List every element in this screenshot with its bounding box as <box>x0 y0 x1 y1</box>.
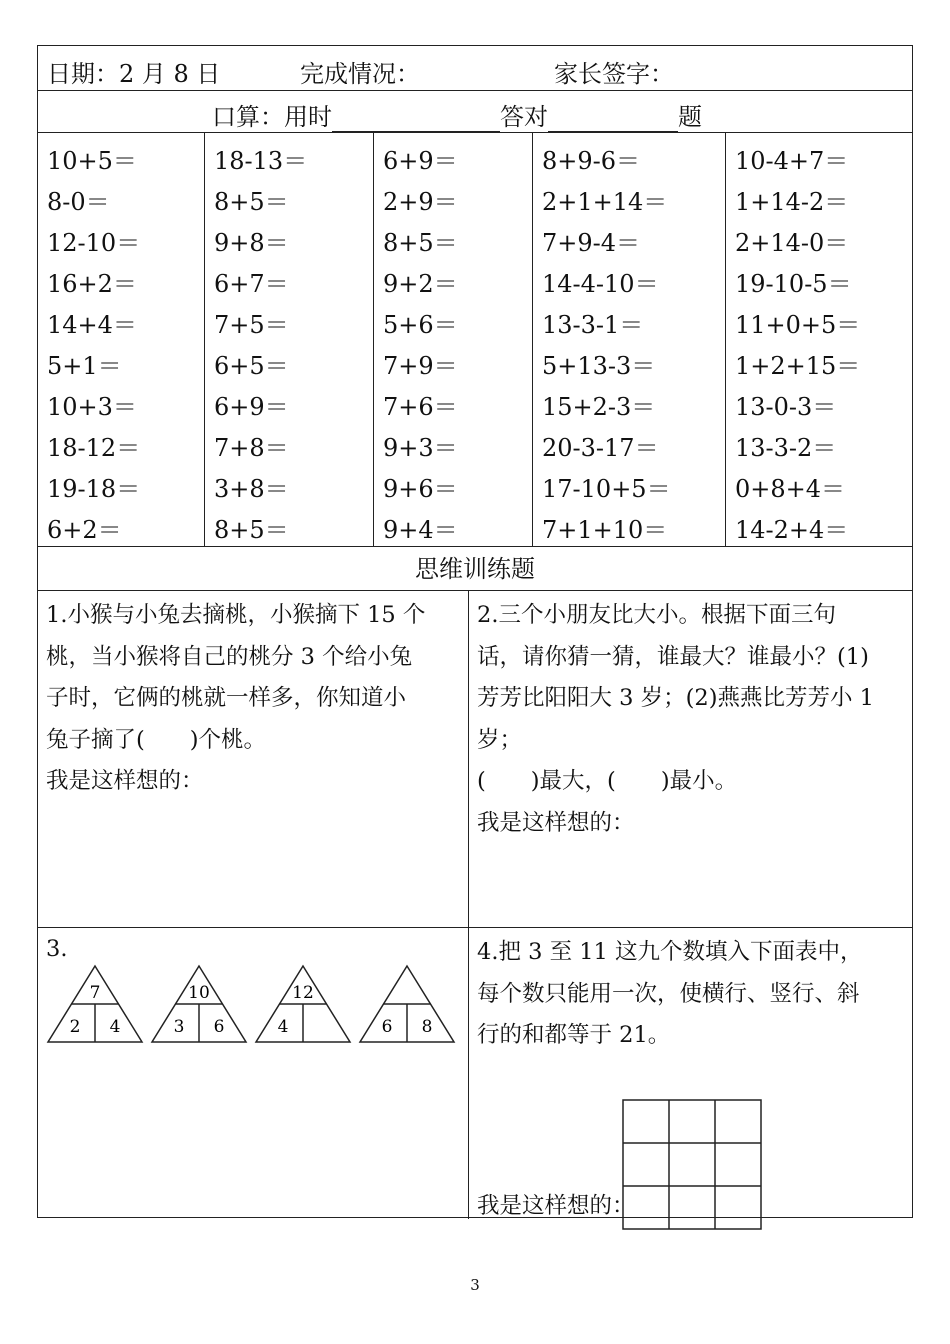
triangle-2 <box>152 966 246 1042</box>
parent-signature-label: 家长签字： <box>554 60 674 88</box>
calc-item: 9+8＝ <box>214 229 289 257</box>
calc-item: 10-4+7＝ <box>735 147 849 175</box>
correct-label: 答对 <box>500 103 548 131</box>
triangle-left-number: 4 <box>277 1017 289 1037</box>
calc-item: 18-12＝ <box>47 434 141 462</box>
q2-line: 话，请你猜一猜，谁最大？谁最小？(1) <box>477 643 869 670</box>
q1-line: 子时，它俩的桃就一样多，你知道小 <box>46 685 407 711</box>
question-2 <box>469 591 912 927</box>
question-row-1 <box>38 591 912 928</box>
calc-item: 13-0-3＝ <box>735 393 837 421</box>
calc-item: 0+8+4＝ <box>735 475 846 503</box>
question-unit: 题 <box>678 103 702 131</box>
correct-blank[interactable] <box>548 105 678 132</box>
calc-item: 7+1+10＝ <box>542 516 668 544</box>
calc-item: 14-4-10＝ <box>542 270 659 298</box>
calc-item: 11+0+5＝ <box>735 311 861 339</box>
calc-item: 7+6＝ <box>383 393 458 421</box>
calc-item: 3+8＝ <box>214 475 289 503</box>
q4-line: 行的和都等于 21。 <box>477 1022 671 1048</box>
section-title: 思维训练题 <box>38 547 912 591</box>
triangle-right-number: 6 <box>213 1017 225 1037</box>
calc-item: 2+14-0＝ <box>735 229 849 257</box>
calc-item: 1+2+15＝ <box>735 352 861 380</box>
oral-calc-header <box>38 91 912 133</box>
triangle-3 <box>256 966 350 1042</box>
calc-item: 6+9＝ <box>383 147 458 175</box>
q2-line: 2.三个小朋友比大小。根据下面三句 <box>477 602 836 628</box>
calc-item: 9+2＝ <box>383 270 458 298</box>
q1-line: 1.小猴与小兔去摘桃，小猴摘下 15 个 <box>46 602 426 628</box>
calc-item: 10+5＝ <box>47 147 137 175</box>
calc-item: 5+6＝ <box>383 311 458 339</box>
calc-item: 8+5＝ <box>214 516 289 544</box>
calc-item: 6+2＝ <box>47 516 122 544</box>
number-triangles <box>38 964 458 1064</box>
calc-item: 17-10+5＝ <box>542 475 671 503</box>
triangle-top-number: 10 <box>188 983 210 1003</box>
triangle-4 <box>360 966 454 1042</box>
calc-item: 9+6＝ <box>383 475 458 503</box>
triangle-top-number: 12 <box>292 983 314 1003</box>
calc-item: 8+9-6＝ <box>542 147 641 175</box>
magic-square-grid <box>622 1099 764 1231</box>
time-label: 口算：用时 <box>212 103 332 131</box>
calc-column-4 <box>532 133 725 546</box>
calc-item: 7+9＝ <box>383 352 458 380</box>
oral-calc-grid <box>38 133 912 547</box>
calc-item: 9+3＝ <box>383 434 458 462</box>
question-4 <box>469 928 912 1219</box>
calc-item: 13-3-2＝ <box>735 434 837 462</box>
q1-think-label: 我是这样想的： <box>46 768 204 794</box>
q4-think-label: 我是这样想的： <box>477 1193 635 1219</box>
calc-item: 8+5＝ <box>214 188 289 216</box>
triangle-top-number: 7 <box>89 983 101 1003</box>
calc-item: 6+5＝ <box>214 352 289 380</box>
q2-line: 芳芳比阳阳大 3 岁；(2)燕燕比芳芳小 1 <box>477 685 874 711</box>
calc-item: 7+8＝ <box>214 434 289 462</box>
calc-item: 15+2-3＝ <box>542 393 656 421</box>
time-blank[interactable] <box>332 105 500 132</box>
q4-line: 4.把 3 至 11 这九个数填入下面表中， <box>477 939 863 965</box>
calc-item: 10+3＝ <box>47 393 137 421</box>
q2-think-label: 我是这样想的： <box>477 809 635 836</box>
calc-item: 2+1+14＝ <box>542 188 668 216</box>
q3-label: 3. <box>46 936 68 962</box>
calc-item: 6+7＝ <box>214 270 289 298</box>
triangle-left-number: 3 <box>173 1017 185 1037</box>
calc-item: 13-3-1＝ <box>542 311 644 339</box>
q1-line: 桃，当小猴将自己的桃分 3 个给小兔 <box>46 643 413 670</box>
date-label: 日期：2 月 8 日 <box>47 60 221 88</box>
triangle-right-number: 8 <box>421 1017 433 1037</box>
calc-item: 6+9＝ <box>214 393 289 421</box>
q2-answer-line: ( )最大，( )最小。 <box>477 768 738 794</box>
calc-item: 12-10＝ <box>47 229 141 257</box>
triangle-left-number: 2 <box>69 1017 81 1037</box>
calc-item: 18-13＝ <box>214 147 308 175</box>
triangle-left-number: 6 <box>381 1017 393 1037</box>
worksheet <box>37 45 913 1218</box>
calc-column-3 <box>373 133 532 546</box>
calc-item: 7+9-4＝ <box>542 229 641 257</box>
calc-item: 14-2+4＝ <box>735 516 849 544</box>
calc-item: 5+1＝ <box>47 352 122 380</box>
calc-item: 1+14-2＝ <box>735 188 849 216</box>
q4-line: 每个数只能用一次，使横行、竖行、斜 <box>477 980 860 1007</box>
header-row <box>38 46 912 91</box>
calc-column-2 <box>204 133 373 546</box>
calc-item: 20-3-17＝ <box>542 434 659 462</box>
page-number: 3 <box>470 1276 480 1294</box>
calc-item: 14+4＝ <box>47 311 137 339</box>
calc-item: 5+13-3＝ <box>542 352 656 380</box>
calc-item: 16+2＝ <box>47 270 137 298</box>
calc-column-1 <box>38 133 204 546</box>
calc-item: 7+5＝ <box>214 311 289 339</box>
question-3 <box>38 928 469 1219</box>
question-row-2 <box>38 928 912 1219</box>
calc-column-5 <box>725 133 912 546</box>
grid-border <box>623 1100 761 1229</box>
calc-item: 8+5＝ <box>383 229 458 257</box>
completion-label: 完成情况： <box>300 60 420 88</box>
question-1 <box>38 591 469 927</box>
triangle-right-number: 4 <box>109 1017 121 1037</box>
calc-item: 9+4＝ <box>383 516 458 544</box>
triangle-1 <box>48 966 142 1042</box>
oral-calc-line <box>212 97 702 132</box>
calc-item: 2+9＝ <box>383 188 458 216</box>
calc-item: 19-10-5＝ <box>735 270 852 298</box>
q2-line: 岁； <box>477 726 523 753</box>
calc-item: 19-18＝ <box>47 475 141 503</box>
calc-item: 8-0＝ <box>47 188 110 216</box>
q1-line: 兔子摘了( )个桃。 <box>46 726 267 753</box>
